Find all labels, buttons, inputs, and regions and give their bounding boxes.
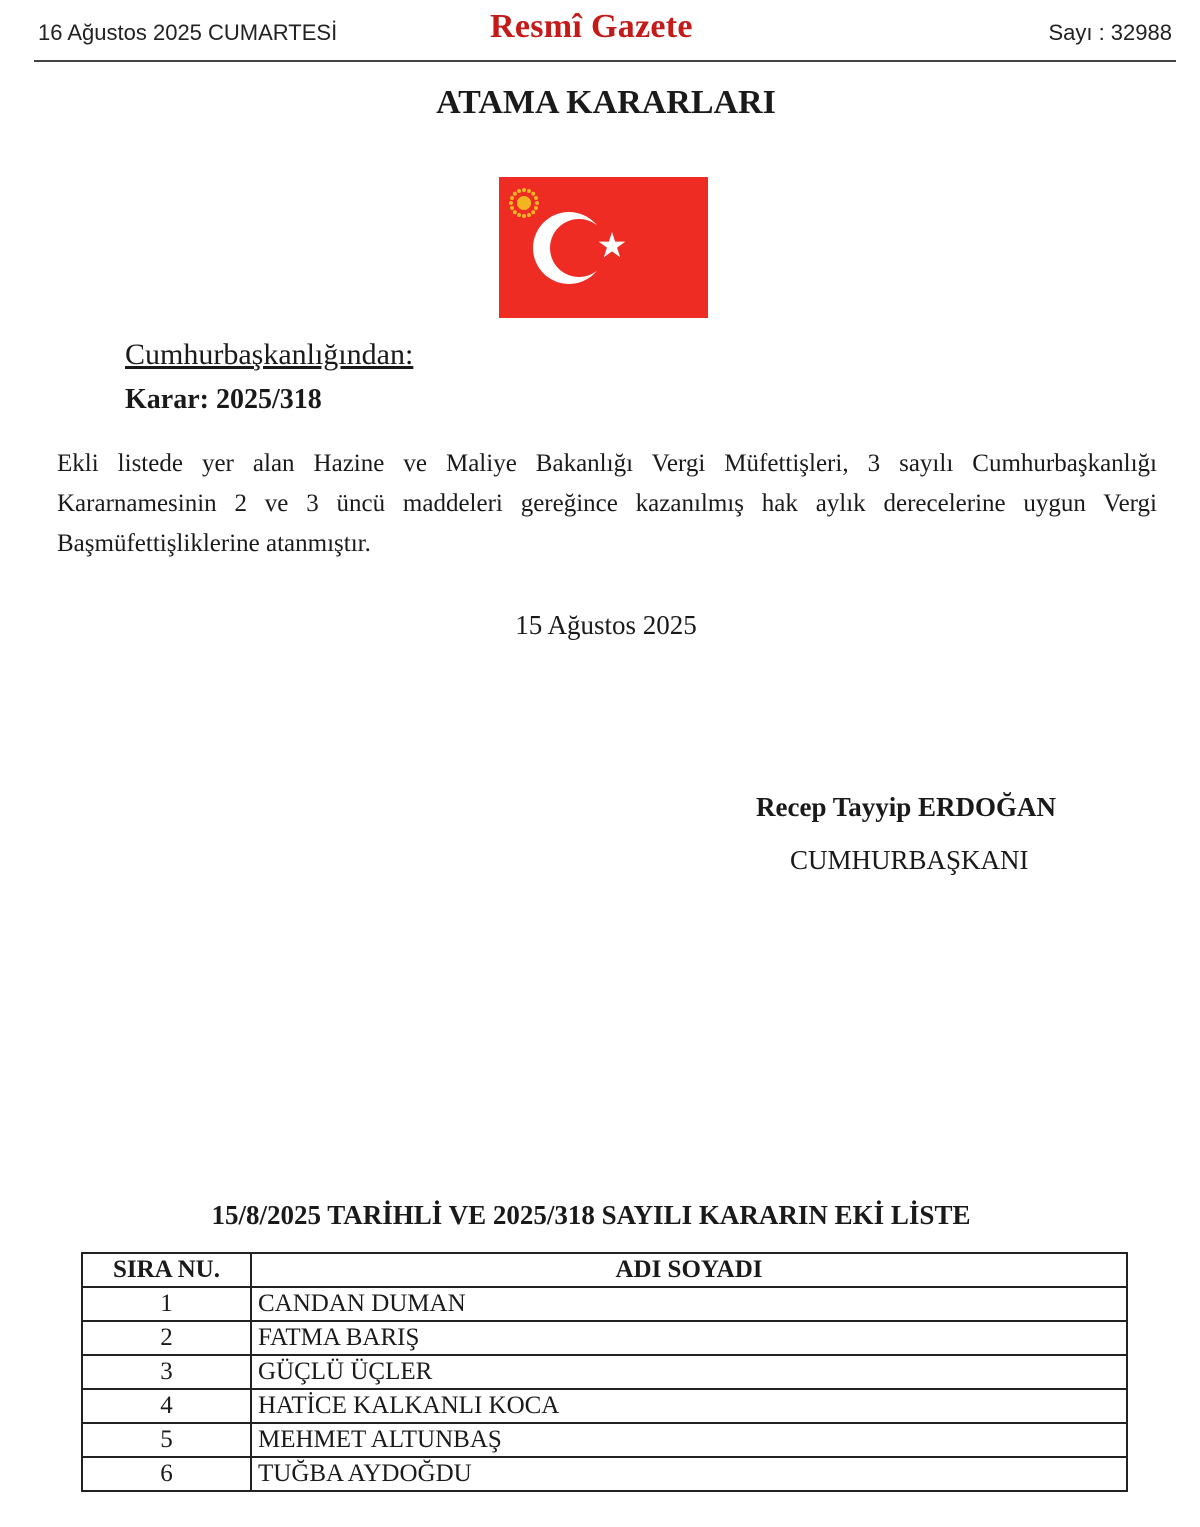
- table-row: [82, 1423, 1127, 1457]
- row-name: GÜÇLÜ ÜÇLER: [251, 1355, 1127, 1389]
- decision-body: Ekli listede yer alan Hazine ve Maliye Bakanlığı Vergi Müfettişleri, 3 sayılı Cumhurbaşkanlığı Kararnamesinin 2 ve 3 üncü maddeleri gereğince kazanılmış hak aylık derecelerine uygun Vergi Başmüfettişliklerine atanmıştır.: [57, 450, 1157, 557]
- row-name: HATİCE KALKANLI KOCA: [251, 1389, 1127, 1423]
- row-number: 5: [82, 1423, 251, 1457]
- column-header-order: SIRA NU.: [82, 1253, 251, 1287]
- gazette-header: [34, 8, 1176, 62]
- table-row: [82, 1287, 1127, 1321]
- row-name: MEHMET ALTUNBAŞ: [251, 1423, 1127, 1457]
- row-name: FATMA BARIŞ: [251, 1321, 1127, 1355]
- row-number: 2: [82, 1321, 251, 1355]
- issuer-heading: Cumhurbaşkanlığından:: [125, 338, 414, 371]
- presidential-flag-icon: [499, 177, 708, 318]
- decision-number: Karar: 2025/318: [125, 384, 322, 415]
- row-number: 3: [82, 1355, 251, 1389]
- document-title: ATAMA KARARLARI: [436, 84, 776, 121]
- annex-header-row: [82, 1253, 1127, 1287]
- row-number: 1: [82, 1287, 251, 1321]
- row-name: TUĞBA AYDOĞDU: [251, 1457, 1127, 1491]
- column-header-name: ADI SOYADI: [251, 1253, 1127, 1287]
- issue-date: 16 Ağustos 2025 CUMARTESİ: [38, 20, 338, 45]
- table-row: [82, 1389, 1127, 1423]
- issue-number: Sayı : 32988: [1048, 20, 1172, 45]
- signer-title: CUMHURBAŞKANI: [790, 845, 1029, 875]
- table-row: [82, 1355, 1127, 1389]
- annex-table: [81, 1252, 1128, 1492]
- table-row: [82, 1457, 1127, 1491]
- gazette-name: Resmî Gazete: [490, 8, 693, 45]
- signer-name: Recep Tayyip ERDOĞAN: [756, 792, 1057, 822]
- row-number: 4: [82, 1389, 251, 1423]
- row-name: CANDAN DUMAN: [251, 1287, 1127, 1321]
- signature-date: 15 Ağustos 2025: [515, 610, 697, 640]
- table-row: [82, 1321, 1127, 1355]
- annex-title: 15/8/2025 TARİHLİ VE 2025/318 SAYILI KARARIN EKİ LİSTE: [211, 1200, 971, 1230]
- row-number: 6: [82, 1457, 251, 1491]
